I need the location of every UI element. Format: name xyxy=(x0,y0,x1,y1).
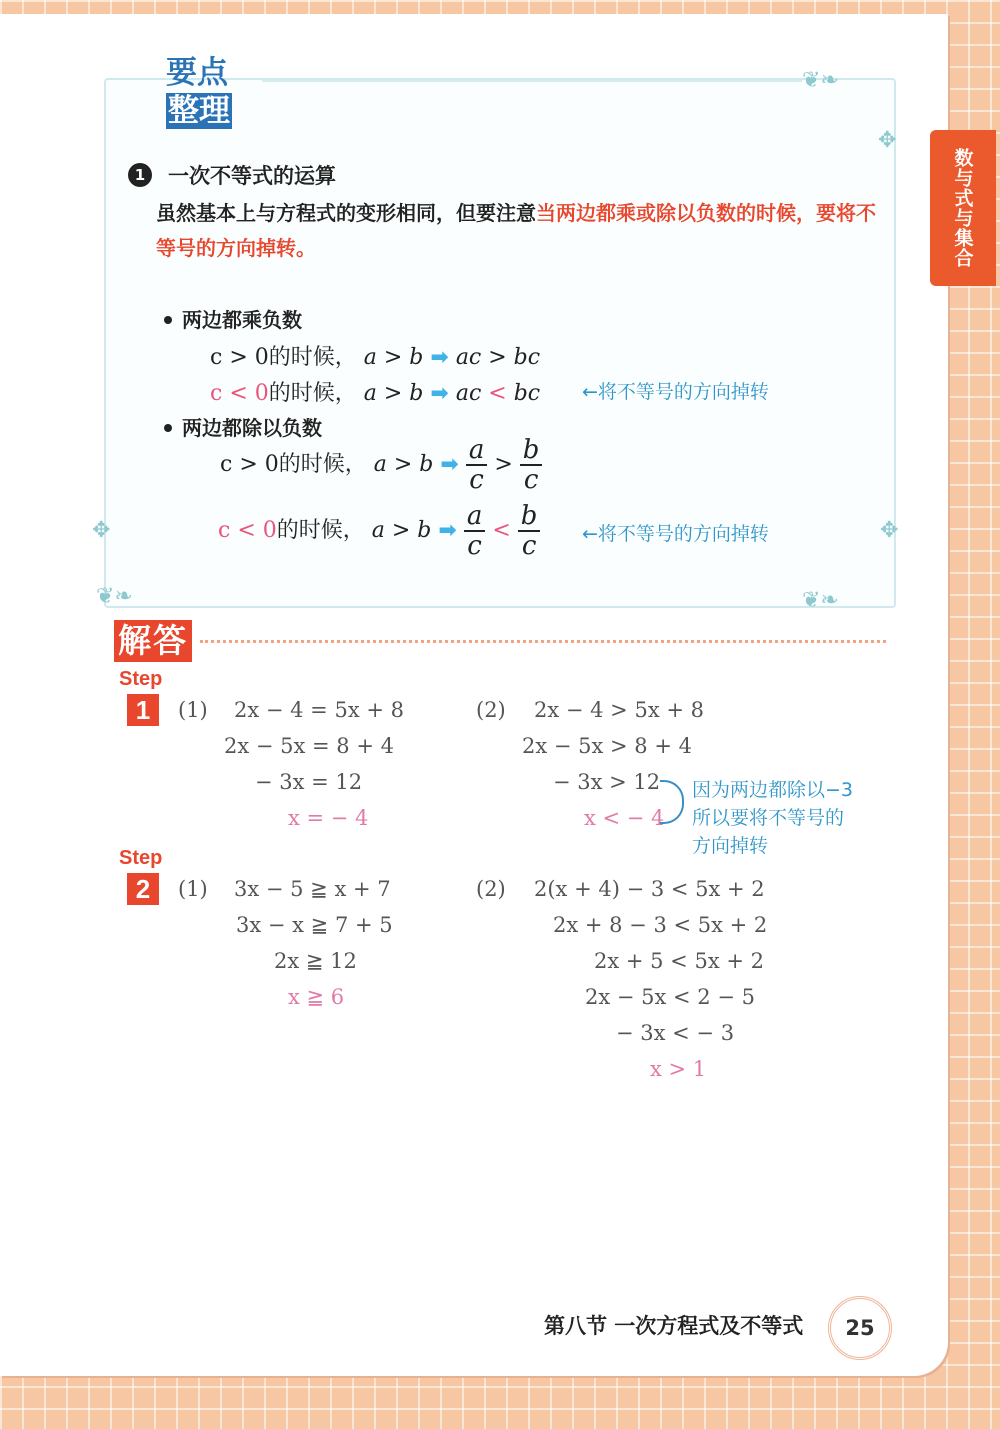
divide-line1 xyxy=(220,436,542,494)
step1-side-note-line: 所以要将不等号的 xyxy=(692,807,845,829)
fraction-denominator: c xyxy=(469,465,484,495)
step1-p1-line: 2x − 4 = 5x + 8 xyxy=(234,698,404,722)
multiply-line2-cond-rest: 的时候， xyxy=(268,381,357,406)
right-arrow-icon: ➡ xyxy=(440,452,459,477)
multiply-line2-premise: a > b xyxy=(363,381,424,406)
step2-p2-answer: x > 1 xyxy=(650,1057,707,1081)
step1-p2-line: 2x − 5x > 8 + 4 xyxy=(522,734,692,758)
multiply-line2-result-a: ac xyxy=(455,381,489,406)
multiply-line1-premise: a > b xyxy=(363,345,424,370)
answer-dotted-rule xyxy=(200,640,886,643)
divide-bullet: 两边都除以负数 xyxy=(164,412,322,441)
divide-line2-cond: c < 0 xyxy=(218,518,277,543)
step1-p2-answer: x < − 4 xyxy=(584,806,665,830)
fraction-denominator: c xyxy=(521,531,537,561)
divide-line2-premise: a > b xyxy=(371,518,432,543)
step2-p1-line: 2x ≧ 12 xyxy=(274,949,357,973)
step2-p2-line: 2x + 5 < 5x + 2 xyxy=(594,949,764,973)
step1-side-note-line: 因为两边都除以−3 xyxy=(692,779,854,801)
fraction xyxy=(518,502,541,560)
ornament-icon: ❦❧ xyxy=(802,588,839,613)
ornament-icon: ❦❧ xyxy=(802,68,839,93)
step1-side-note-line: 方向掉转 xyxy=(692,835,769,857)
step1-label: Step xyxy=(119,668,163,690)
step1-p2-line: − 3x > 12 xyxy=(553,770,661,794)
multiply-line1 xyxy=(210,340,540,371)
multiply-line1-result: ac > bc xyxy=(455,345,541,370)
divide-line1-op: > xyxy=(494,452,513,477)
step2-p2-line: − 3x < − 3 xyxy=(616,1021,735,1045)
right-arrow-icon: ➡ xyxy=(438,518,457,543)
step2-label: Step xyxy=(119,847,163,869)
section1-text xyxy=(156,196,876,266)
step1-number: 1 xyxy=(127,694,159,726)
step2-p1-answer: x ≧ 6 xyxy=(288,985,345,1009)
step2-p2-line: 2(x + 4) − 3 < 5x + 2 xyxy=(534,877,765,901)
right-arrow-icon: ➡ xyxy=(430,345,449,370)
step2-p2-line: 2x − 5x < 2 − 5 xyxy=(585,985,755,1009)
fraction-denominator: c xyxy=(523,465,539,495)
section1-text-highlight: 当两边都乘或除以负数的时候，要将不等号的方向掉转。 xyxy=(156,201,876,260)
fraction xyxy=(466,436,488,494)
ornament-icon: ✥ xyxy=(880,518,899,543)
section1-text-plain: 虽然基本上与方程式的变形相同，但要注意 xyxy=(156,201,536,225)
divide-note: ←将不等号的方向掉转 xyxy=(582,523,769,545)
footer-chapter-title: 第八节 一次方程式及不等式 xyxy=(544,1314,804,1338)
ornament-icon: ✥ xyxy=(878,128,897,153)
step1-p1-line: − 3x = 12 xyxy=(255,770,363,794)
section-heading xyxy=(166,54,232,130)
divide-line1-premise: a > b xyxy=(373,452,434,477)
multiply-line2-result-op: < xyxy=(488,381,507,406)
ornament-icon: ✥ xyxy=(92,518,111,543)
fraction-numerator: a xyxy=(466,436,488,466)
page-number: 25 xyxy=(828,1296,892,1360)
fraction-numerator: a xyxy=(464,502,486,532)
step1-p1-line: 2x − 5x = 8 + 4 xyxy=(224,734,394,758)
step2-p2-line: 2x + 8 − 3 < 5x + 2 xyxy=(553,913,768,937)
fraction xyxy=(464,502,486,560)
step2-p1-tag: (1) xyxy=(178,877,208,901)
multiply-note: ←将不等号的方向掉转 xyxy=(582,381,769,403)
answer-title: 解答 xyxy=(114,620,192,662)
multiply-line2 xyxy=(210,376,540,407)
step1-p2-tag: (2) xyxy=(476,698,506,722)
right-arrow-icon: ➡ xyxy=(430,381,449,406)
divide-line2-cond-rest: 的时候， xyxy=(276,518,365,543)
section1-title-row xyxy=(128,160,336,190)
ornament-icon: ❦❧ xyxy=(96,584,133,609)
chapter-side-tab: 数与式与集合 xyxy=(930,130,996,286)
section1-title: 一次不等式的运算 xyxy=(168,164,336,188)
multiply-line1-cond: c > 0的时候， xyxy=(210,345,357,370)
step1-side-note xyxy=(692,776,853,860)
heading-rule xyxy=(262,80,802,82)
multiply-line2-result-b: bc xyxy=(506,381,541,406)
heading-line2: 整理 xyxy=(168,93,230,129)
step2-number: 2 xyxy=(127,873,159,905)
step1-p1-tag: (1) xyxy=(178,698,208,722)
step1-p2-line: 2x − 4 > 5x + 8 xyxy=(534,698,704,722)
heading-line1: 要点 xyxy=(166,55,228,91)
fraction-numerator: b xyxy=(520,436,543,466)
multiply-line2-cond: c < 0 xyxy=(210,381,269,406)
step2-p1-line: 3x − 5 ≧ x + 7 xyxy=(234,877,391,901)
step2-p1-line: 3x − x ≧ 7 + 5 xyxy=(236,913,393,937)
section1-number-badge: 1 xyxy=(128,163,152,187)
divide-line1-cond: c > 0的时候， xyxy=(220,452,367,477)
fraction xyxy=(520,436,543,494)
multiply-bullet: 两边都乘负数 xyxy=(164,304,302,333)
step1-p1-answer: x = − 4 xyxy=(288,806,369,830)
divide-line2-op: < xyxy=(492,518,511,543)
fraction-numerator: b xyxy=(518,502,541,532)
step2-p2-tag: (2) xyxy=(476,877,506,901)
fraction-denominator: c xyxy=(467,531,482,561)
divide-line2 xyxy=(218,502,540,560)
